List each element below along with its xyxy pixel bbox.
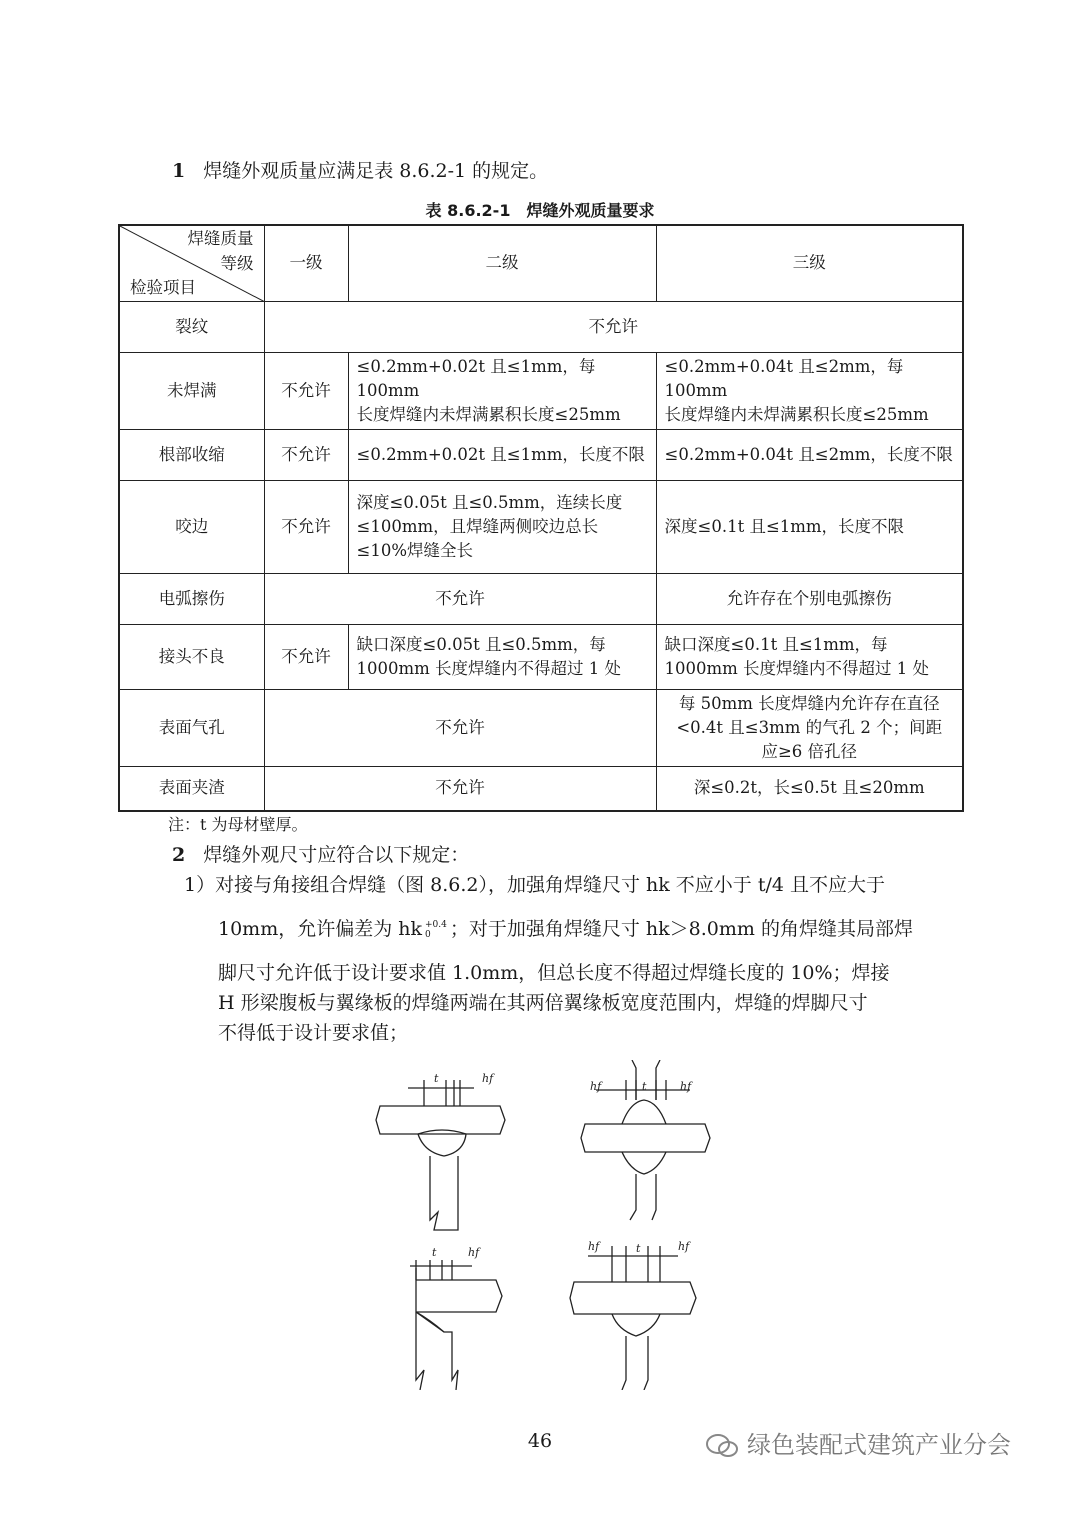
diagonal-header-cell: 焊缝质量 等级 检验项目: [119, 225, 264, 301]
clause-2-item-1: 1）对接与角接组合焊缝（图 8.6.2），加强角焊缝尺寸 hk 不应小于 t/4 且不应大于 10mm，允许偏差为 hk +0.4 0 ；对于加强角焊缝尺寸 hk＞8.0mm 的角焊缝其局部焊 脚尺寸允许低于设计要求值 1.0mm，但总长度不得超过焊缝长度的 10%；焊接 H 形梁腹板与翼缘板的焊缝两端在其两倍翼缘板宽度范围内，焊缝的焊脚尺寸 不得低于设计要求值；: [184, 874, 913, 1044]
header-grade-1: 一级: [264, 225, 348, 301]
svg-text:t: t: [636, 1242, 641, 1255]
table-row: 表面夹渣 不允许 深≤0.2t，长≤0.5t 且≤20mm: [119, 766, 963, 811]
clause-2: 2 焊缝外观尺寸应符合以下规定：: [172, 844, 470, 866]
table-note: 注：t 为母材壁厚。: [168, 815, 308, 834]
svg-text:hf: hf: [678, 1240, 690, 1253]
table-row: 根部收缩 不允许 ≤0.2mm+0.02t 且≤1mm，长度不限 ≤0.2mm+0.04t 且≤2mm，长度不限: [119, 429, 963, 480]
weld-quality-table: [118, 224, 964, 812]
table-caption: 表 8.6.2-1 焊缝外观质量要求: [425, 201, 655, 220]
header-grade-2: 二级: [348, 225, 656, 301]
header-grade-3: 三级: [656, 225, 963, 301]
svg-text:t: t: [432, 1246, 437, 1259]
table-row: 接头不良 不允许 缺口深度≤0.05t 且≤0.5mm，每 1000mm 长度焊缝内不得超过 1 处 缺口深度≤0.1t 且≤1mm，每 1000mm 长度焊缝内不得超过 1 处: [119, 624, 963, 689]
svg-text:hf: hf: [482, 1072, 494, 1085]
table-row: 表面气孔 不允许 每 50mm 长度焊缝内允许存在直径 <0.4t 且≤3mm 的气孔 2 个；间距 应≥6 倍孔径: [119, 689, 963, 766]
svg-text:hf: hf: [680, 1080, 692, 1093]
tolerance: +0.4 0: [425, 920, 447, 940]
table-header-row: [119, 225, 963, 301]
clause-1: 1 焊缝外观质量应满足表 8.6.2-1 的规定。: [172, 160, 549, 182]
svg-text:t: t: [434, 1072, 439, 1085]
table-row: 裂纹 不允许: [119, 301, 963, 352]
table-row: 未焊满 不允许 ≤0.2mm+0.02t 且≤1mm，每 100mm 长度焊缝内未焊满累积长度≤25mm ≤0.2mm+0.04t 且≤2mm，每 100mm 长度焊缝内未焊满累积长度≤25mm: [119, 352, 963, 429]
svg-text:hf: hf: [588, 1240, 600, 1253]
svg-text:hf: hf: [468, 1246, 480, 1259]
chat-bubble-icon: [705, 1432, 739, 1460]
svg-text:hf: hf: [590, 1080, 602, 1093]
fig-bottom-right: [570, 1246, 696, 1390]
table-row: 咬边 不允许 深度≤0.05t 且≤0.5mm，连续长度 ≤100mm，且焊缝两侧咬边总长 ≤10%焊缝全长 深度≤0.1t 且≤1mm，长度不限: [119, 480, 963, 573]
fig-bottom-left: [410, 1260, 502, 1390]
fig-top-left: [376, 1080, 505, 1230]
svg-text:t: t: [642, 1080, 647, 1093]
table-row: 电弧擦伤 不允许 允许存在个别电弧擦伤: [119, 573, 963, 624]
page-number: 46: [527, 1430, 553, 1452]
weld-figure-8-6-2: [360, 1060, 740, 1390]
watermark: 绿色装配式建筑产业分会: [705, 1425, 1011, 1460]
